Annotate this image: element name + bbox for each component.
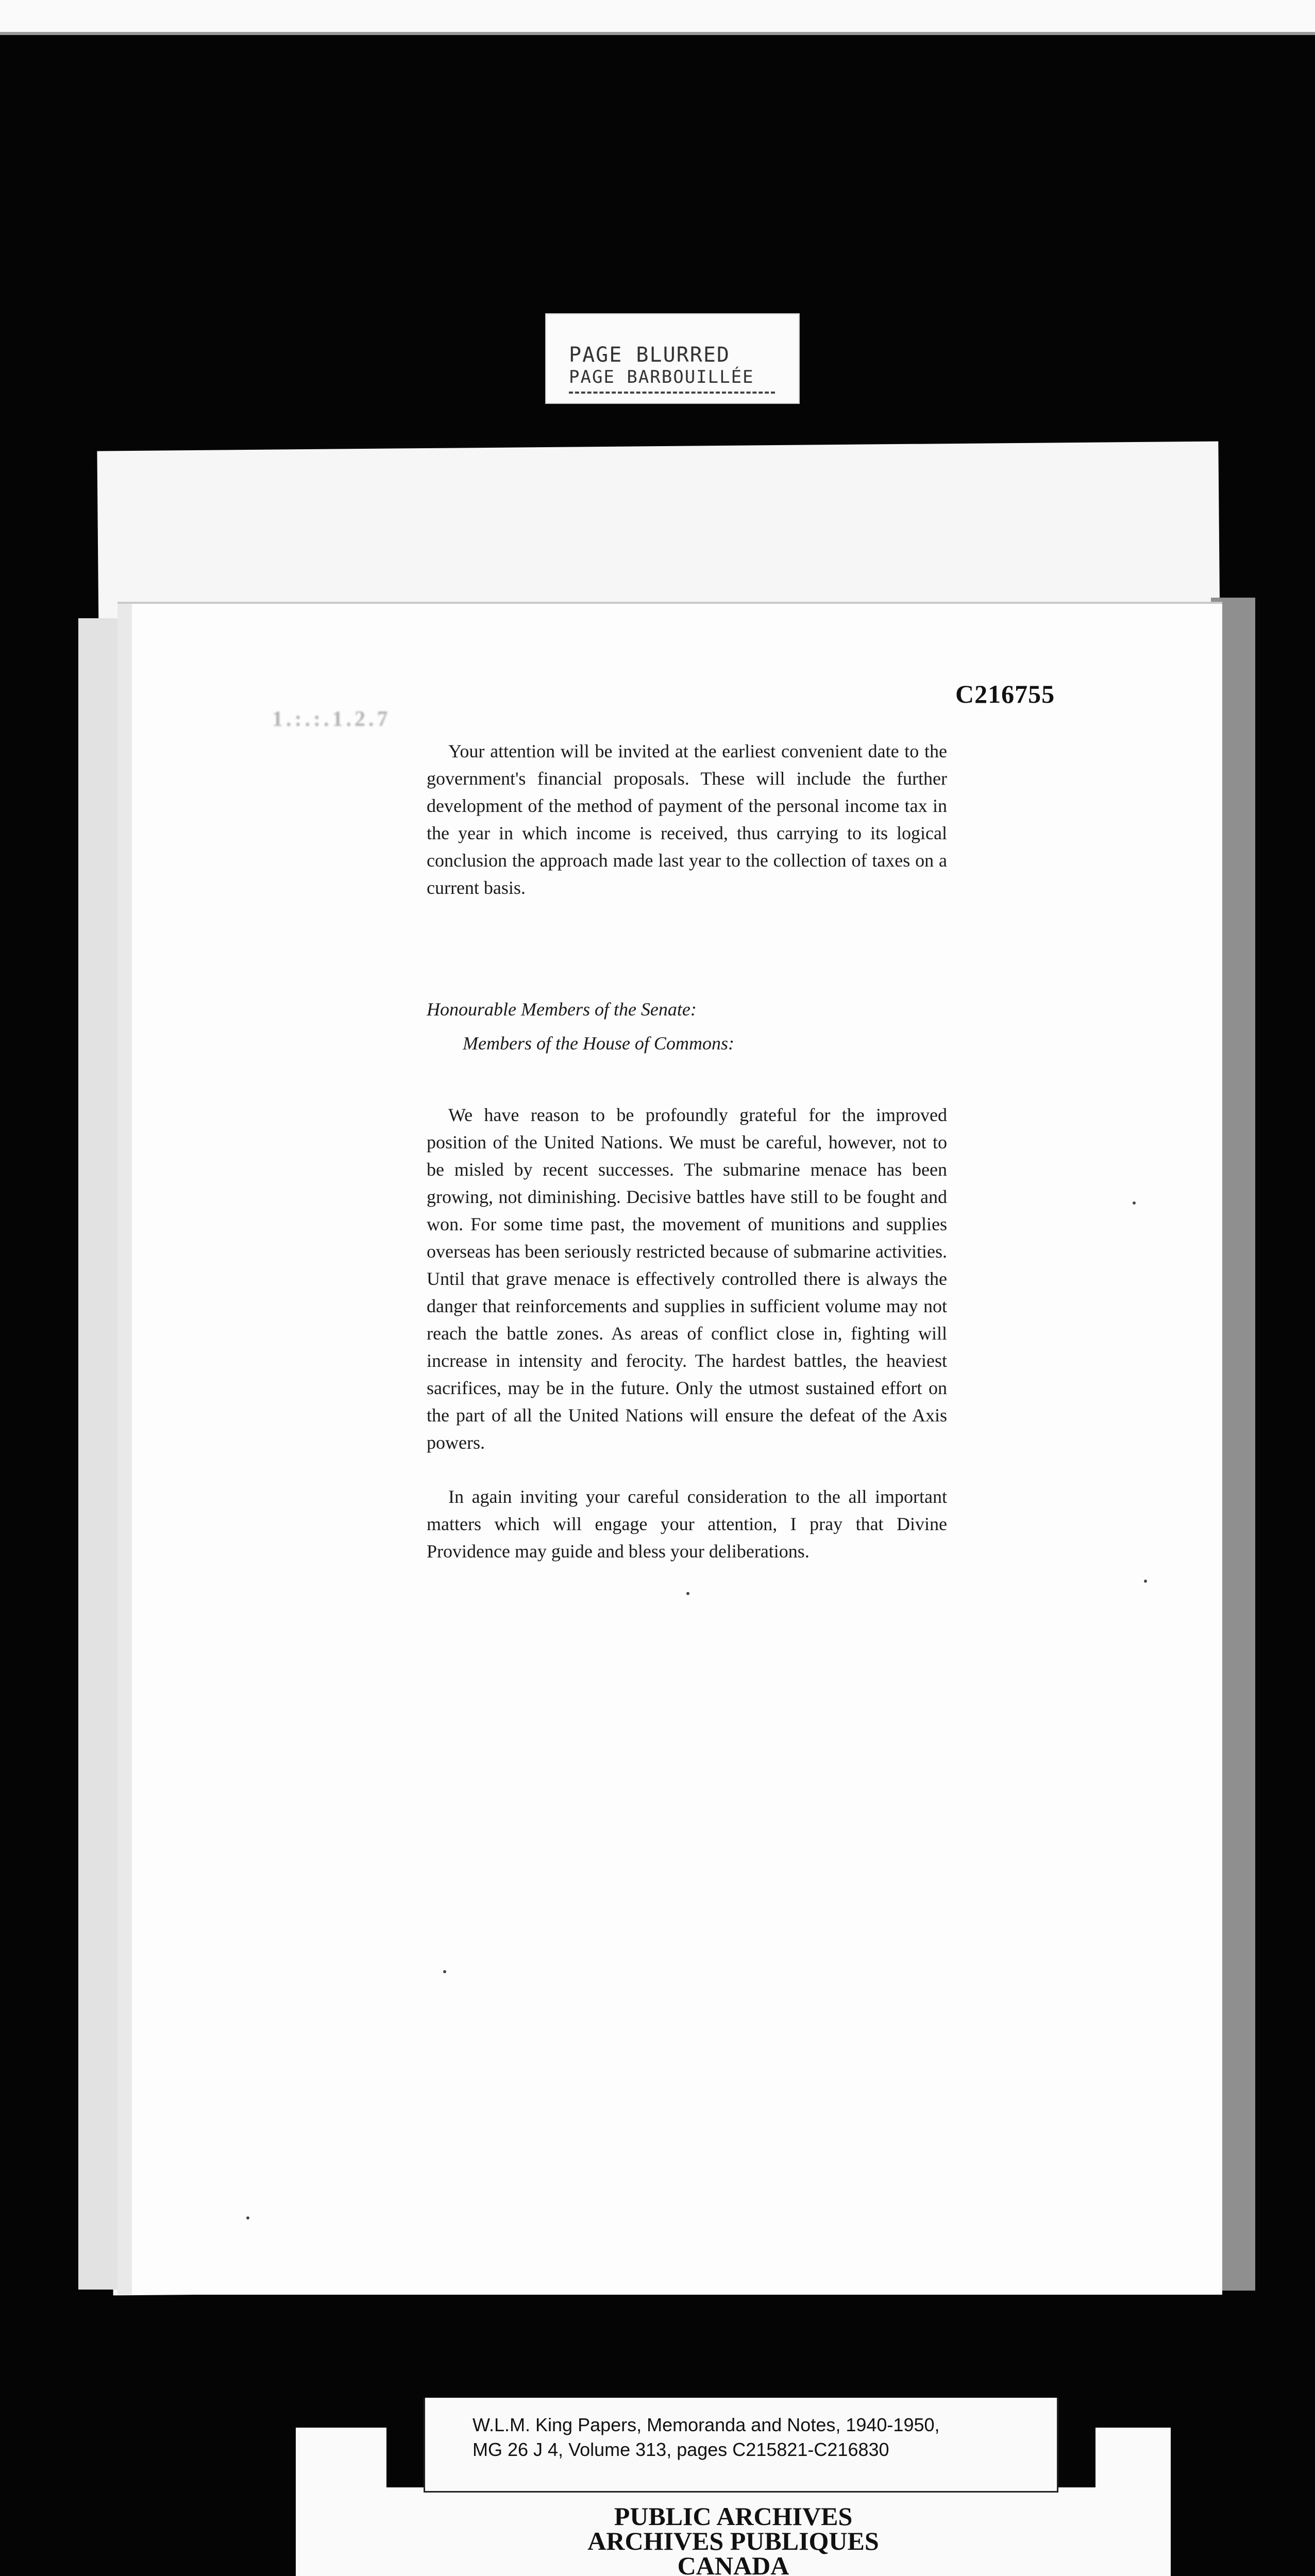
collection-title: W.L.M. King Papers, Memoranda and Notes, 1940-1950, [473,2414,940,2435]
archives-logo [296,2504,1171,2576]
smudged-page-number: 1.:.:.1.2.7 [272,707,391,731]
salutation-commons: Members of the House of Commons: [463,1033,734,1054]
archive-label-card [296,2414,1171,2576]
collection-caption-box [424,2398,1058,2493]
archives-country: CANADA [677,2551,789,2576]
archives-name-english: PUBLIC ARCHIVES [614,2502,853,2531]
paragraph-closing: In again inviting your careful consideration to the all important matters which will engage your attention, I pray that Divine Providence may guide and bless your deliberations. [427,1486,947,1562]
document-page [117,602,1222,2295]
stamp-line-english: PAGE BLURRED [569,343,730,367]
paragraph-financial-proposals: Your attention will be invited at the earliest convenient date to the government's financial proposals. These will include the further development of the method of payment of the personal income tax in the year in which income is received, thus carrying to its logical conclusion the approach made last year to the collection of taxes on a current basis. [427,741,947,898]
top-film-edge [0,32,1315,35]
salutation [427,992,947,1060]
speck [246,2216,249,2219]
page-blurred-stamp [545,313,800,404]
label-notch-right [1058,2428,1095,2487]
collection-reference: MG 26 J 4, Volume 313, pages C215821-C216830 [473,2439,889,2460]
left-sheet-edge [78,618,120,2290]
salutation-senate: Honourable Members of the Senate: [427,999,697,1020]
speck [1133,1201,1136,1205]
archives-name-french: ARCHIVES PUBLIQUES [587,2527,879,2555]
stamp-underline [569,392,775,394]
label-notch-left [386,2428,424,2487]
top-film-strip [0,0,1315,32]
archive-page-number: C216755 [955,680,1055,708]
speck [443,1970,446,1973]
speck [686,1592,689,1595]
paragraph-united-nations: We have reason to be profoundly grateful for the improved position of the United Nations. We must be careful, however, not to be misled by recent successes. The submarine menace has been growing, not diminishing. Decisive battles have still to be fought and won. For some time past, the movement of munitions and supplies overseas has been seriously restricted because of submarine activities. Until that grave menace is effectively controlled there is always the danger that reinforcements and supplies in sufficient volume may not reach the battle zones. As areas of conflict close in, fighting will increase in intensity and ferocity. The hardest battles, the heaviest sacrifices, may be in the future. Only the utmost sustained effort on the part of all the United Nations will ensure the defeat of the Axis powers. [427,1105,947,1453]
page-gutter [117,604,132,2295]
stamp-line-french: PAGE BARBOUILLÉE [569,367,754,387]
speck [1144,1580,1147,1583]
speech-text [427,738,947,1565]
